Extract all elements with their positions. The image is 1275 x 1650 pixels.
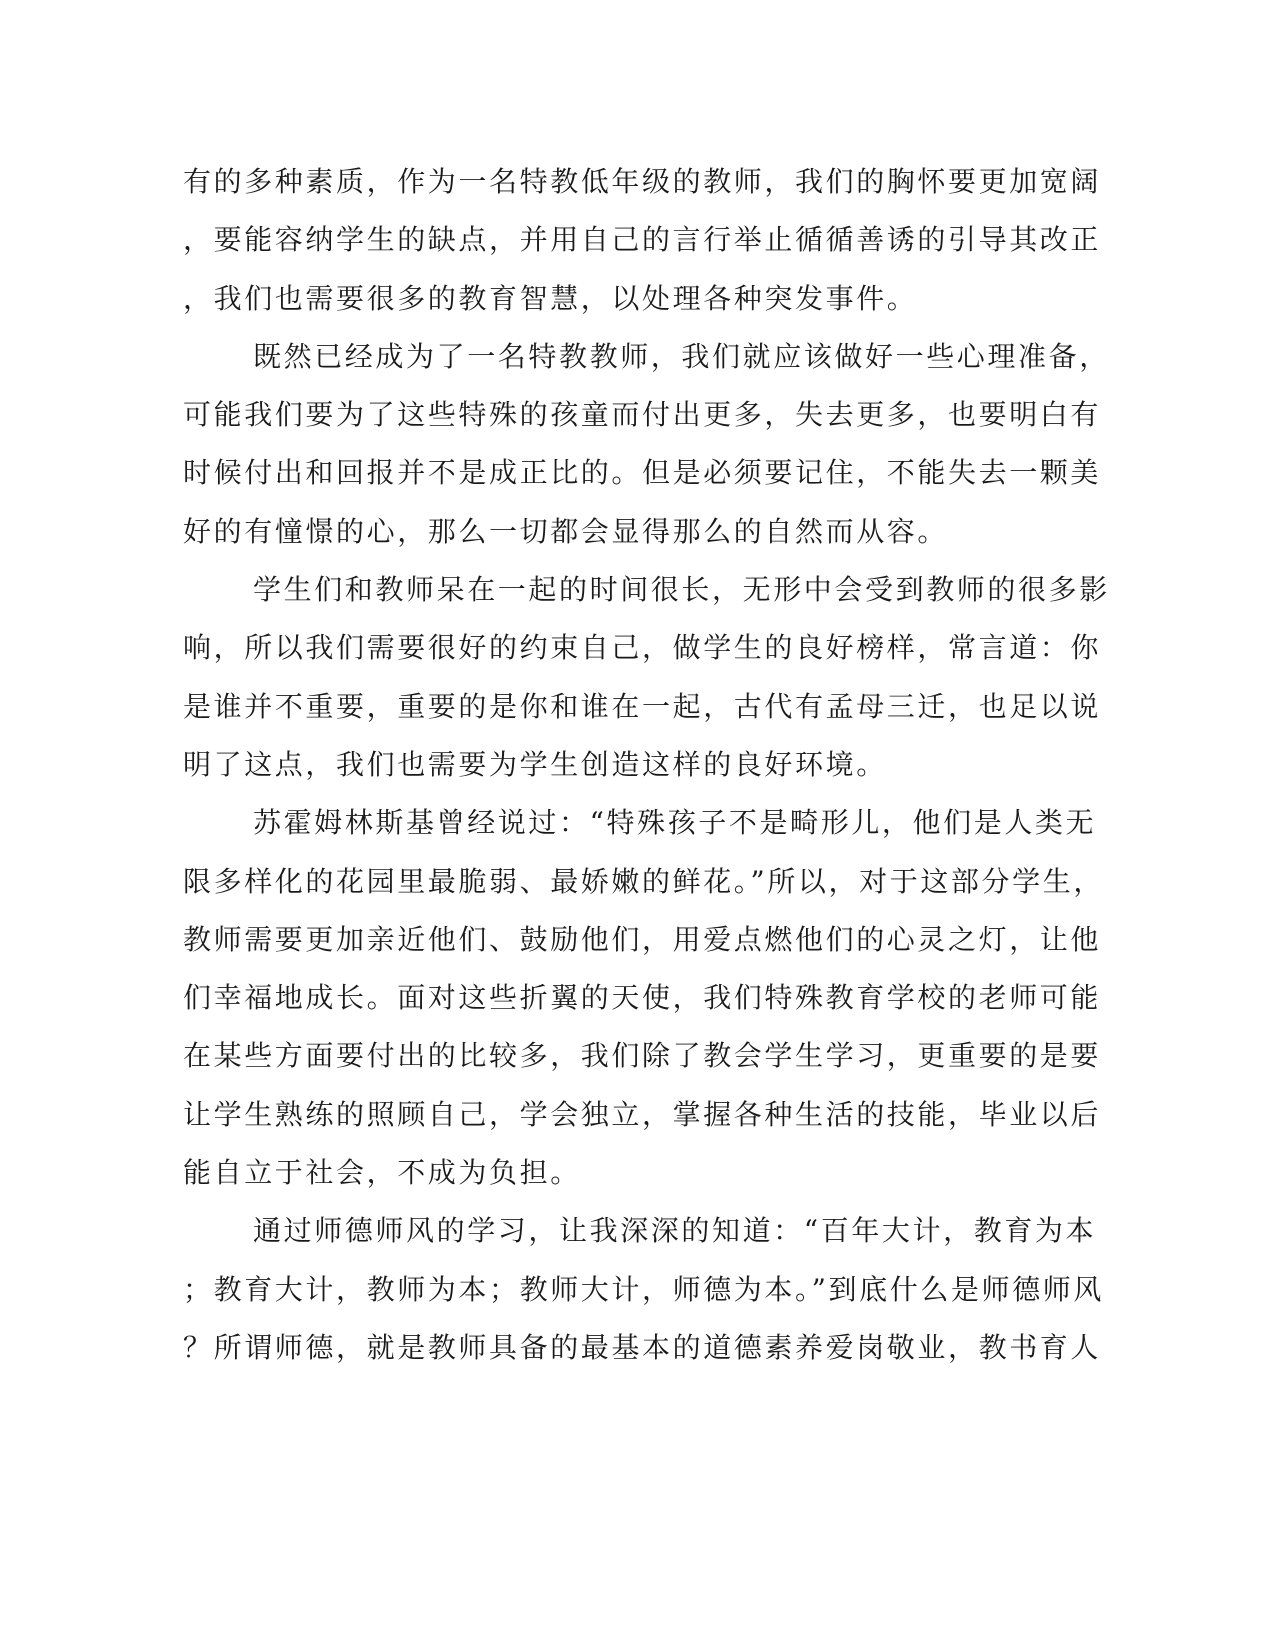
text-line: 可能我们要为了这些特殊的孩童而付出更多，失去更多，也要明白有: [183, 398, 1102, 432]
text-line: ，我们也需要很多的教育智慧，以处理各种突发事件。: [183, 281, 918, 315]
text-line: 们幸福地成长。面对这些折翼的天使，我们特殊教育学校的老师可能: [183, 981, 1102, 1015]
paragraph-first-line: 苏霍姆林斯基曾经说过：“特殊孩子不是畸形儿，他们是人类无: [253, 806, 1097, 840]
paragraph-first-line: 通过师德师风的学习，让我深深的知道：“百年大计，教育为本: [253, 1214, 1097, 1248]
text-line: ？所谓师德，就是教师具备的最基本的道德素养爱岗敬业，教书育人: [183, 1330, 1102, 1364]
text-line: 时候付出和回报并不是成正比的。但是必须要记住，不能失去一颗美: [183, 456, 1102, 490]
body-text: [183, 160, 1110, 1384]
text-line: 明了这点，我们也需要为学生创造这样的良好环境。: [183, 747, 887, 781]
text-line: 在某些方面要付出的比较多，我们除了教会学生学习，更重要的是要: [183, 1039, 1102, 1073]
text-line: ；教育大计，教师为本；教师大计，师德为本。”到底什么是师德师风: [183, 1272, 1104, 1306]
paragraph-first-line: 既然已经成为了一名特教教师，我们就应该做好一些心理准备，: [253, 339, 1110, 373]
paragraph-first-line: 学生们和教师呆在一起的时间很长，无形中会受到教师的很多影: [253, 573, 1110, 607]
text-line: 教师需要更加亲近他们、鼓励他们，用爱点燃他们的心灵之灯，让他: [183, 922, 1102, 956]
text-line: 限多样化的花园里最脆弱、最娇嫩的鲜花。”所以，对于这部分学生，: [183, 864, 1104, 898]
text-line: 是谁并不重要，重要的是你和谁在一起，古代有孟母三迁，也足以说: [183, 689, 1102, 723]
text-line: ，要能容纳学生的缺点，并用自己的言行举止循循善诱的引导其改正: [183, 223, 1102, 257]
text-line: 响，所以我们需要很好的约束自己，做学生的良好榜样，常言道：你: [183, 631, 1102, 665]
text-line: 有的多种素质，作为一名特教低年级的教师，我们的胸怀要更加宽阔: [183, 165, 1102, 198]
text-line: 能自立于社会，不成为负担。: [183, 1156, 581, 1190]
text-line: 好的有憧憬的心，那么一切都会显得那么的自然而从容。: [183, 514, 949, 548]
text-line: 让学生熟练的照顾自己，学会独立，掌握各种生活的技能，毕业以后: [183, 1097, 1102, 1131]
